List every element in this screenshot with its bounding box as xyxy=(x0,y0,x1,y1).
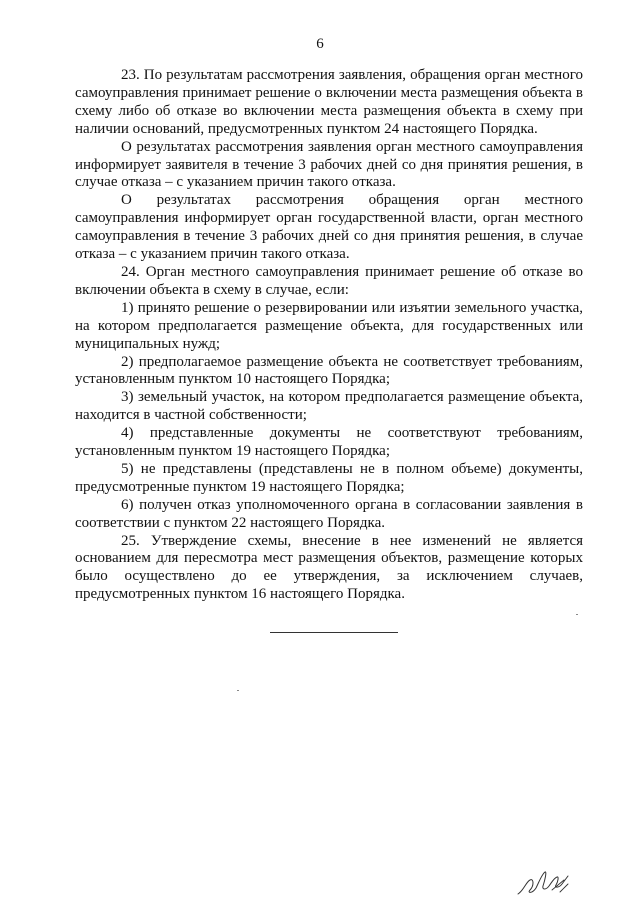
signature-icon xyxy=(512,860,576,900)
paragraph-23: 23. По результатам рассмотрения заявления, обращения орган местного самоуправления принимает решение о включении места размещения объекта в схему либо об отказе во включении места размещения объекта в схему при наличии оснований, предусмотренных пунктом 24 настоящего Порядка. xyxy=(75,67,583,137)
document-body xyxy=(75,67,583,604)
list-item-4: 4) представленные документы не соответствуют требованиям, установленным пунктом 19 настоящего Порядка; xyxy=(75,425,583,460)
scan-speck xyxy=(576,614,578,615)
list-item-6: 6) получен отказ уполномоченного органа в согласовании заявления в соответствии с пунктом 22 настоящего Порядка. xyxy=(75,496,583,531)
paragraph-24: 24. Орган местного самоуправления принимает решение об отказе во включении объекта в схему в случае, если: xyxy=(75,263,583,298)
page-number: 6 xyxy=(316,36,324,52)
paragraph-inform-authority: О результатах рассмотрения обращения орган местного самоуправления информирует орган государственной власти, орган местного самоуправления в течение 3 рабочих дней со дня принятия решения, в случае отказа – с указанием причин такого отказа. xyxy=(75,192,583,263)
list-item-5: 5) не представлены (представлены не в полном объеме) документы, предусмотренные пунктом 19 настоящего Порядка; xyxy=(75,460,583,495)
paragraph-inform-applicant: О результатах рассмотрения заявления орган местного самоуправления информирует заявителя в течение 3 рабочих дней со дня принятия решения, в случае отказа – с указанием причин такого отказа. xyxy=(75,138,583,191)
list-item-1: 1) принято решение о резервировании или изъятии земельного участка, на котором предполагается размещение объекта, для государственных или муниципальных нужд; xyxy=(75,299,583,352)
list-item-2: 2) предполагаемое размещение объекта не соответствует требованиям, установленным пунктом 10 настоящего Порядка; xyxy=(75,353,583,388)
list-item-3: 3) земельный участок, на котором предполагается размещение объекта, находится в частной собственности; xyxy=(75,389,583,424)
end-divider-line xyxy=(270,632,398,633)
scan-speck xyxy=(237,690,239,691)
paragraph-25: 25. Утверждение схемы, внесение в нее изменений не является основанием для пересмотра мест размещения объектов, размещение которых было осуществлено до ее утверждения, за исключением случаев, предусмотренных пунктом 16 настоящего Порядка. xyxy=(75,532,583,603)
